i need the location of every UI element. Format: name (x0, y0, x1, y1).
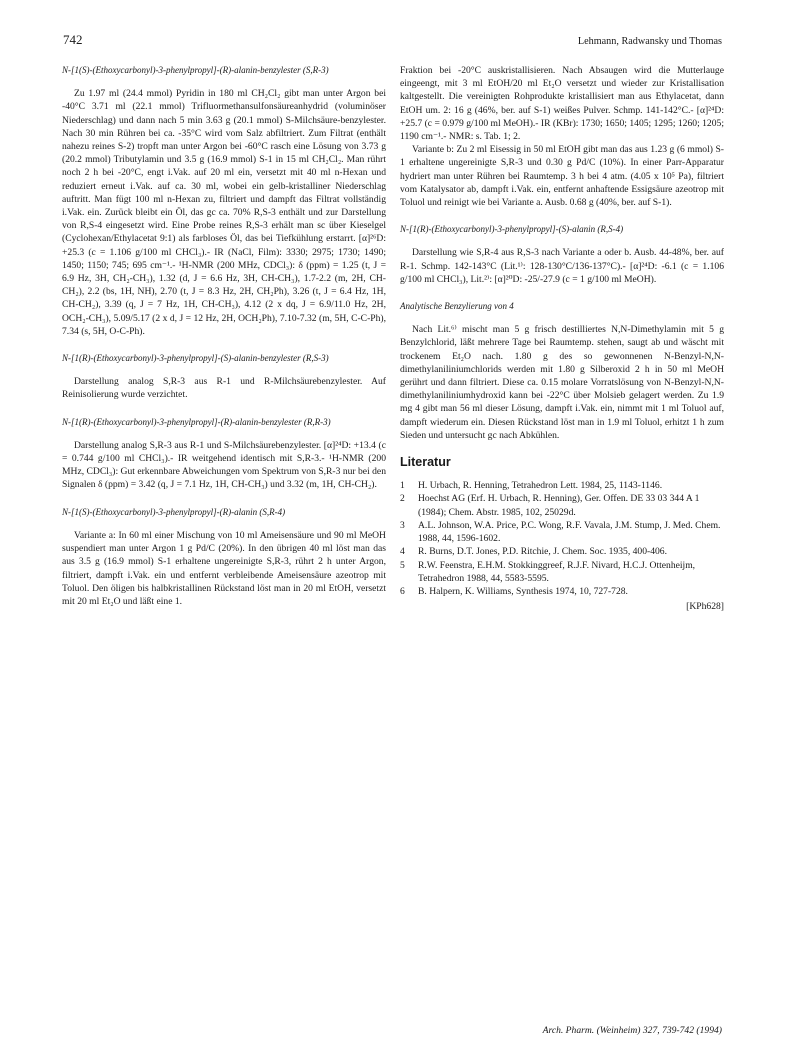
reference-text: A.L. Johnson, W.A. Price, P.C. Wong, R.F. Vavala, J.M. Stump, J. Med. Chem. 1988, 44, 1596-1602. (418, 519, 721, 545)
manuscript-code: [KPh628] (686, 601, 724, 613)
reference-item (400, 559, 724, 585)
section-sr3 (62, 64, 386, 338)
section-benzylierung (400, 300, 724, 442)
section-sr4-continued (400, 64, 724, 209)
section-title: N-[1(S)-(Ethoxycarbonyl)-3-phenylpropyl]-(R)-alanin-benzylester (S,R-3) (62, 65, 329, 75)
paragraph: Nach Lit.⁶⁾ mischt man 5 g frisch destilliertes N,N-Dimethylamin mit 5 g Benzylchlorid, läßt mehrere Tage bei Raumtemp. stehen, saugt ab und wäscht mit trockenem Et₂O nach. 1.80 g des so gewonnenen N-Benzyl-N,N-dimethylaniliniumchlorids werden mit 1.80 g Silberoxid 2 h in 50 ml MeOH gerührt und dann filtriert. Diese ca. 0.15 molare Vorratslösung von N-Benzyl-N,N-dimethylaniliniumhydroxid kann bei -22°C über Molsieb gelagert werden. Zu 1.9 mg 4 gibt man 56 ml dieser Lösung, dampft i.Vak. ein, nimmt mit 1 ml Toluol auf, dampft wiederum ein. Diesen Rückstand löst man in 1.9 ml Toluol, erhitzt 1 h zum Sieden und untersucht gc nach Abkühlen. (400, 324, 724, 441)
paragraph: Zu 1.97 ml (24.4 mmol) Pyridin in 180 ml CH₂Cl₂ gibt man unter Argon bei -40°C 3.71 ml (22.1 mmol) Trifluormethansulfonsäureanhydrid (voluminöser Niederschlag) und dann nach 5 min 3.63 g (20.1 mmol) S-Milchsäure-benzylester. Nach 30 min Rühren bei ca. -35°C wird vom Salz abfiltriert. Zum Filtrat (enthält nahezu reines S-2) tropft man unter Argon bei -60°C rasch eine Lösung von 3.73 g (20.2 mmol) Tributylamin und 3.5 g (16.9 mmol) S-1 in 15 ml CH₂Cl₂. Man rührt noch 2 h bei -20°C, engt i.Vak. auf 20 ml ein, versetzt mit 40 ml n-Hexan und reduziert erneut i.Vak. auf ca. 30 ml, wobei ein gelb-kristalliner Niederschlag auftritt. Man fügt 100 ml n-Hexan zu, filtriert und dampft das Filtrat vollständig i.Vak. ein. Zurück bleibt ein Öl, das gc ca. 70% R,S-3 enthält und zur Darstellung von R,S-4 eingesetzt wird. Eine Probe reines R,S-3 erhält man sc über Kieselgel (Cyclohexan/Ethylacetat 9:1) als farbloses Öl, das bei Tiefkühlung erstarrt. [α]²⁶D: +25.3 (c = 1.106 g/100 ml CHCl₃).- IR (NaCl, Film): 3330; 2975; 1730; 1490; 1450; 1150; 745; 695 cm⁻¹.- ¹H-NMR (200 MHz, CDCl₃): δ (ppm) = 1.25 (t, J = 6.9 Hz, 3H, CH₂-CH₃), 1.32 (d, J = 6.6 Hz, 3H, CH-CH₃), 1.7-2.2 (m, 2H, CH-CH₂), 2.2 (bs, 1H, NH), 2.70 (t, J = 8.3 Hz, 2H, CH₂Ph), 3.26 (t, J = 6.4 Hz, 1H, CH-CH₂), 3.39 (q, J = 7 Hz, 1H, CH-CH₃), 4.12 (2 x dq, J = 6.9/11.0 Hz, 2H, OCH₂-CH₃), 5.09/5.17 (2 x d, J = 12 Hz, 2H, OCH₂Ph), 7.10-7.32 (m, 5H, C-C-Ph), 7.34 (s, 5H, O-C-Ph). (62, 88, 386, 337)
section-title: N-[1(R)-(Ethoxycarbonyl)-3-phenylpropyl]-(S)-alanin-benzylester (R,S-3) (62, 353, 329, 364)
reference-text: R. Burns, D.T. Jones, P.D. Ritchie, J. Chem. Soc. 1935, 400-406. (418, 546, 667, 558)
section-title: N-[1(S)-(Ethoxycarbonyl)-3-phenylpropyl]-(R)-alanin (S,R-4) (62, 506, 286, 517)
journal-citation-footer: Arch. Pharm. (Weinheim) 327, 739-742 (1994) (542, 1025, 722, 1036)
literature-heading: Literatur (400, 455, 451, 470)
reference-number: 1 (400, 480, 405, 492)
right-column (400, 64, 724, 613)
reference-number: 2 (400, 493, 405, 505)
reference-text: H. Urbach, R. Henning, Tetrahedron Lett. 1984, 25, 1143-1146. (418, 480, 663, 492)
reference-number: 6 (400, 585, 405, 597)
running-head-authors: Lehmann, Radwansky und Thomas (577, 36, 722, 47)
reference-number: 3 (400, 519, 405, 531)
section-sr4 (62, 506, 386, 608)
left-column (62, 64, 386, 622)
reference-item (400, 492, 724, 518)
reference-number: 5 (400, 559, 405, 571)
reference-item (400, 479, 724, 492)
reference-text: R.W. Feenstra, E.H.M. Stokkinggreef, R.J.F. Nivard, H.C.J. Ottenheijm, Tetrahedron 1988, 44, 5583-5595. (418, 559, 696, 584)
section-rr3 (62, 416, 386, 492)
reference-item (400, 545, 724, 558)
reference-text: B. Halpern, K. Williams, Synthesis 1974, 10, 727-728. (418, 585, 628, 597)
paragraph: Variante a: In 60 ml einer Mischung von 10 ml Ameisensäure und 90 ml MeOH suspendiert man unter Argon 1 g Pd/C (20%). In den übrigen 40 ml löst man das aus 3.5 g (16.9 mmol) S-1 erhaltene ungereinigte S,R-3, rührt 2 h unter Argon, filtriert, dampft i.Vak. ein und entfernt verbleibende Ameisensäure azeotrop mit Toluol. Den öligen bis halbkristallinen Rückstand löst man in 20 ml EtOH, versetzt mit 20 ml Et₂O und läßt eine 1. (62, 529, 386, 607)
section-rs3 (62, 352, 386, 402)
reference-text: Hoechst AG (Erf. H. Urbach, R. Henning), Ger. Offen. DE 33 03 344 A 1 (1984); Chem. Abstr. 1985, 102, 25029d. (418, 493, 700, 518)
paragraph: Darstellung wie S,R-4 aus R,S-3 nach Variante a oder b. Ausb. 44-48%, ber. auf R-1. Schmp. 142-143°C (Lit.¹⁾: 128-130°C/136-137°C).- [α]²⁴D: -6.1 (c = 1.106 g/100 ml CHCl₃), Lit.²⁾: [α]²⁰D: -25/-27.9 (c = 1 g/100 ml MeOH). (400, 247, 724, 285)
paragraph: Darstellung analog S,R-3 aus R-1 und S-Milchsäurebenzylester. [α]²⁴D: +13.4 (c = 0.744 g/100 ml CHCl₃).- IR weitgehend identisch mit S,R-3.- ¹H-NMR (200 MHz, CDCl₃): Gut erkennbare Abweichungen vom Spektrum von S,R-3 nur bei den Signalen δ (ppm) = 3.42 (q, J = 7.1 Hz, 1H, CH-CH₃) und 3.32 (m, 1H, CH-CH₂). (62, 439, 386, 491)
paragraph-variante-b: Variante b: Zu 2 ml Eisessig in 50 ml EtOH gibt man das aus 1.23 g (6 mmol) S-1 erhaltene ungereinigte S,R-3 und 0.30 g Pd/C (10%). In einer Parr-Apparatur hydriert man unter Rühren bei Raumtemp. 3 h bei 4 atm. (4.05 x 10⁵ Pa), filtriert vom Katalysator ab, dampft i.Vak. ein, entfernt anhaftende Essigsäure azeotrop mit Toluol und reinigt wie bei Variante a. Ausb. 0.68 g (40%, ber. auf S-1). (400, 144, 724, 209)
reference-item (400, 519, 724, 545)
reference-number: 4 (400, 546, 405, 558)
section-title: Analytische Benzylierung von 4 (400, 301, 514, 312)
paragraph: Darstellung analog S,R-3 aus R-1 und R-Milchsäurebenzylester. Auf Reinisolierung wurde verzichtet. (62, 376, 386, 401)
section-title: N-[1(R)-(Ethoxycarbonyl)-3-phenylpropyl]-(S)-alanin (R,S-4) (400, 224, 624, 235)
page-header (63, 32, 722, 50)
reference-list (400, 479, 724, 598)
section-title: N-[1(R)-(Ethoxycarbonyl)-3-phenylpropyl]-(R)-alanin-benzylester (R,R-3) (62, 416, 331, 427)
section-rs4 (400, 223, 724, 286)
reference-item (400, 585, 724, 598)
paragraph: Fraktion bei -20°C auskristallisieren. Nach Absaugen wird die Mutterlauge eingeengt, mit 3 ml EtOH/20 ml Et₂O versetzt und wieder zur Kristallisation kaltgestellt. Die vereinigten Rohprodukte kristallisiert man aus Ethylacetat, dann EtOH um. 2: 16 g (46%, ber. auf S-1) weißes Pulver. Schmp. 141-142°C.- [α]²⁴D: +25.7 (c = 0.979 g/100 ml MeOH).- IR (KBr): 1730; 1650; 1405; 1295; 1260; 1205; 1190 cm⁻¹.- NMR: s. Tab. 1; 2. (400, 65, 724, 143)
page-number: 742 (63, 32, 83, 47)
